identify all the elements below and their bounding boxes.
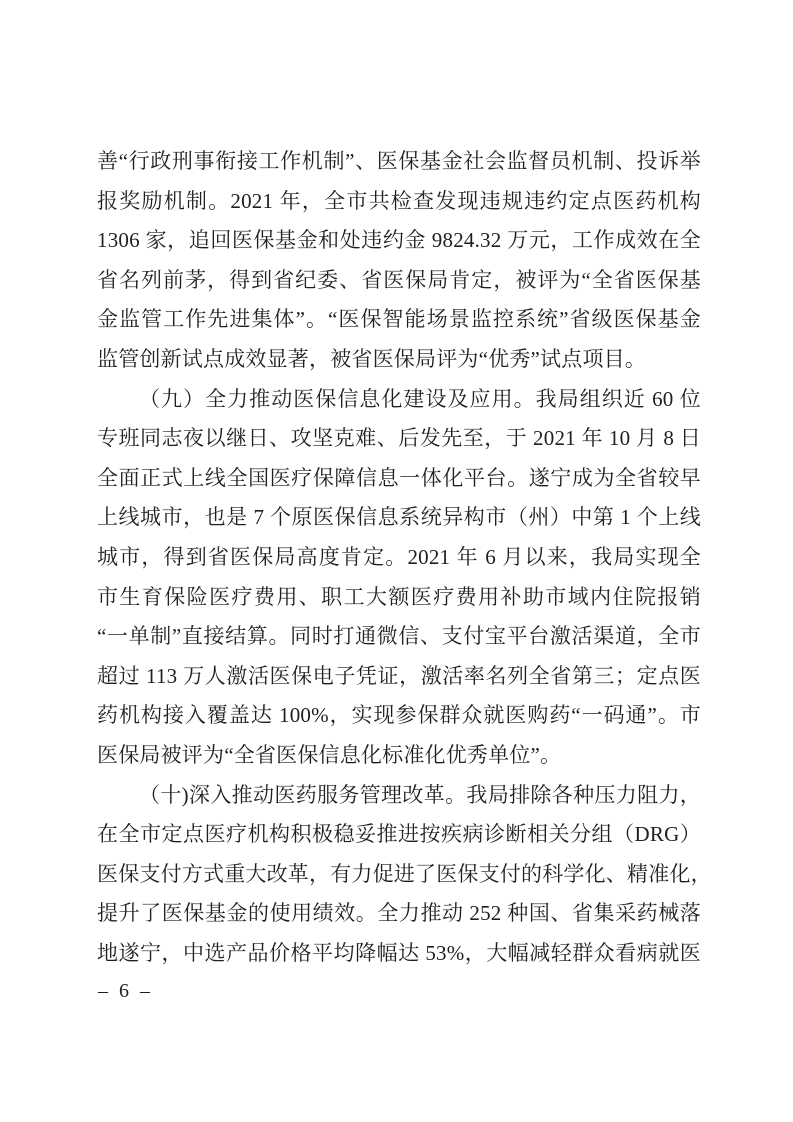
text-line: “一单制”直接结算。同时打通微信、支付宝平台激活渠道，全市 — [97, 624, 701, 649]
text-line: 药机构接入覆盖达 100%，实现参保群众就医购药“一码通”。市 — [97, 703, 701, 728]
text-line: 全面正式上线全国医疗保障信息一体化平台。遂宁成为全省较早 — [97, 465, 701, 490]
text-line: 在全市定点医疗机构积极稳妥推进按疾病诊断相关分组（DRG） — [97, 822, 701, 847]
text-line: 超过 113 万人激活医保电子凭证，激活率名列全省第三；定点医 — [97, 663, 701, 688]
text-line: 上线城市，也是 7 个原医保信息系统异构市（州）中第 1 个上线 — [97, 505, 701, 530]
text-line: 报奖励机制。2021 年，全市共检查发现违规违约定点医药机构 — [97, 188, 701, 213]
text-line: 地遂宁，中选产品价格平均降幅达 53%，大幅减轻群众看病就医 — [97, 940, 701, 965]
text-line: 市生育保险医疗费用、职工大额医疗费用补助市域内住院报销 — [97, 584, 701, 609]
text-line: 善“行政刑事衔接工作机制”、医保基金社会监督员机制、投诉举 — [97, 149, 701, 173]
text-line: 医保局被评为“全省医保信息化标准化优秀单位”。 — [97, 742, 562, 767]
text-line: 城市，得到省医保局高度肯定。2021 年 6 月以来，我局实现全 — [97, 544, 701, 569]
paragraph — [97, 776, 712, 974]
text-line: 专班同志夜以继日、攻坚克难、后发先至，于 2021 年 10 月 8 日 — [97, 426, 701, 451]
page-number: – 6 – — [98, 980, 153, 1002]
text-line: 提升了医保基金的使用绩效。全力推动 252 种国、省集采药械落 — [97, 901, 701, 926]
paragraph — [97, 380, 701, 776]
document-body — [97, 142, 712, 973]
text-line: （十)深入推动医药服务管理改革。我局排除各种压力阻力， — [139, 782, 701, 807]
text-line: （九）全力推动医保信息化建设及应用。我局组织近 60 位 — [139, 386, 701, 411]
text-line: 医保支付方式重大改革，有力促进了医保支付的科学化、精准化， — [97, 861, 712, 886]
text-line: 省名列前茅，得到省纪委、省医保局肯定，被评为“全省医保基 — [97, 267, 701, 292]
paragraph — [97, 142, 701, 380]
text-line: 1306 家，追回医保基金和处违约金 9824.32 万元，工作成效在全 — [97, 228, 701, 253]
text-line: 监管创新试点成效显著，被省医保局评为“优秀”试点项目。 — [97, 346, 647, 371]
text-line: 金监管工作先进集体”。“医保智能场景监控系统”省级医保基金 — [97, 307, 701, 332]
